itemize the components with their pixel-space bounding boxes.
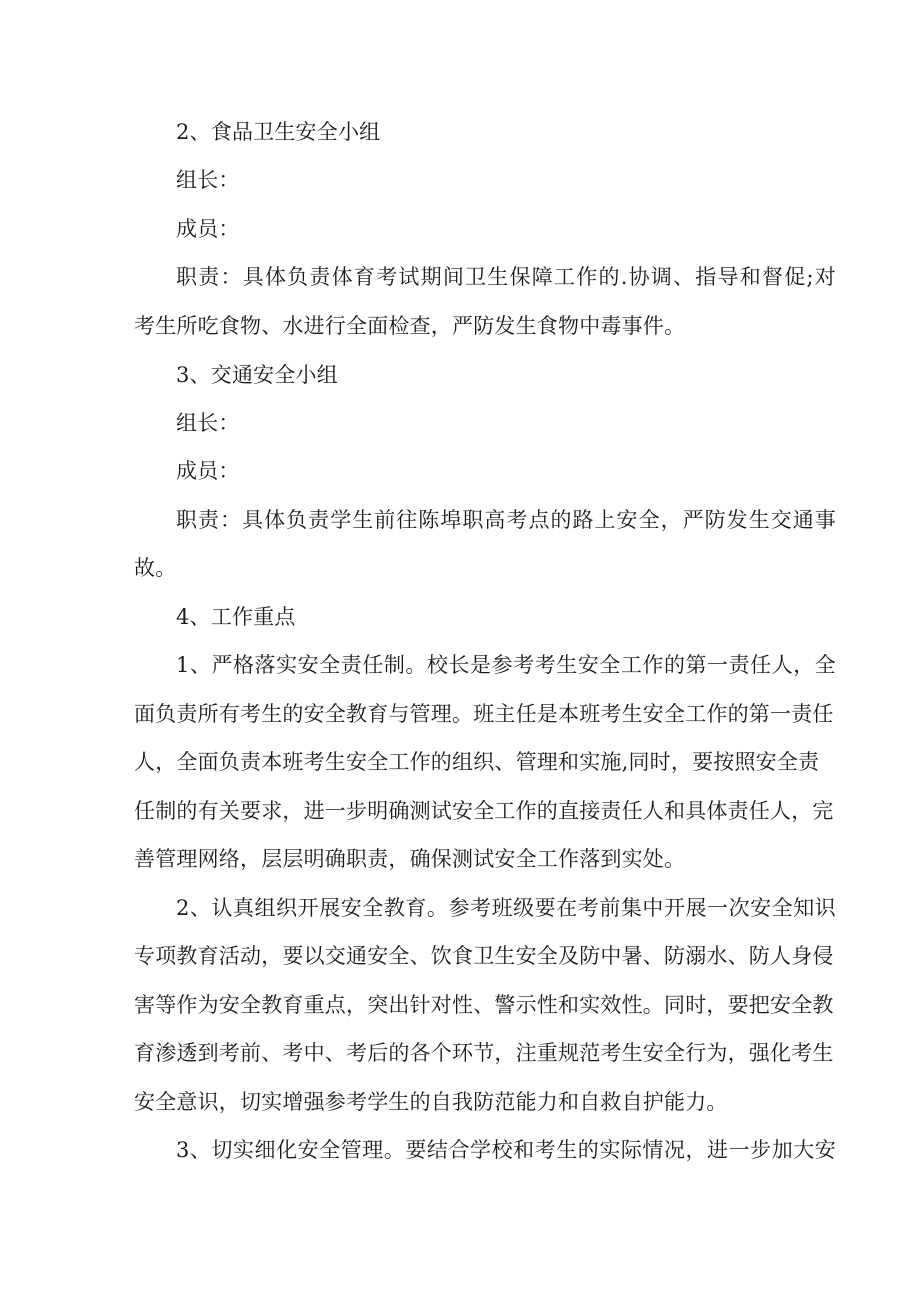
traffic-group-duty-line-1: 职责：具体负责学生前往陈埠职高考点的路上安全，严防发生交通事 [176, 508, 836, 532]
heading-work-focus: 4、工作重点 [176, 605, 296, 629]
paragraph-1-line-4: 任制的有关要求，进一步明确测试安全工作的直接责任人和具体责任人，完 [134, 799, 834, 823]
food-group-duty-line-1: 职责：具体负责体育考试期间卫生保障工作的.协调、指导和督促;对 [176, 265, 836, 289]
paragraph-2-line-4: 育渗透到考前、考中、考后的各个环节，注重规范考生安全行为，强化考生 [134, 1041, 834, 1065]
heading-traffic-safety-group: 3、交通安全小组 [176, 363, 338, 387]
paragraph-1-line-5: 善管理网络，层层明确职责，确保测试安全工作落到实处。 [134, 847, 686, 871]
paragraph-1-line-3: 人，全面负责本班考生安全工作的组织、管理和实施,同时，要按照安全责 [134, 750, 820, 774]
paragraph-1-line-2: 面负责所有考生的安全教育与管理。班主任是本班考生安全工作的第一责任 [134, 702, 834, 726]
paragraph-2-line-5: 安全意识，切实增强参考学生的自我防范能力和自救自护能力。 [134, 1090, 728, 1114]
paragraph-2-line-1: 2、认真组织开展安全教育。参考班级要在考前集中开展一次安全知识 [176, 896, 836, 920]
paragraph-1-line-1: 1、严格落实安全责任制。校长是参考考生安全工作的第一责任人，全 [176, 653, 836, 677]
traffic-group-members-label: 成员： [176, 459, 240, 483]
food-group-members-label: 成员： [176, 217, 240, 241]
paragraph-2-line-2: 专项教育活动，要以交通安全、饮食卫生安全及防中暑、防溺水、防人身侵 [134, 944, 834, 968]
traffic-group-leader-label: 组长： [176, 411, 240, 435]
paragraph-2-line-3: 害等作为安全教育重点，突出针对性、警示性和实效性。同时，要把安全教 [134, 993, 834, 1017]
paragraph-3-line-1: 3、切实细化安全管理。要结合学校和考生的实际情况，进一步加大安 [176, 1138, 836, 1162]
heading-food-safety-group: 2、食品卫生安全小组 [176, 120, 381, 144]
traffic-group-duty-line-2: 故。 [134, 556, 177, 580]
food-group-leader-label: 组长： [176, 168, 240, 192]
food-group-duty-line-2: 考生所吃食物、水进行全面检查，严防发生食物中毒事件。 [134, 314, 686, 338]
